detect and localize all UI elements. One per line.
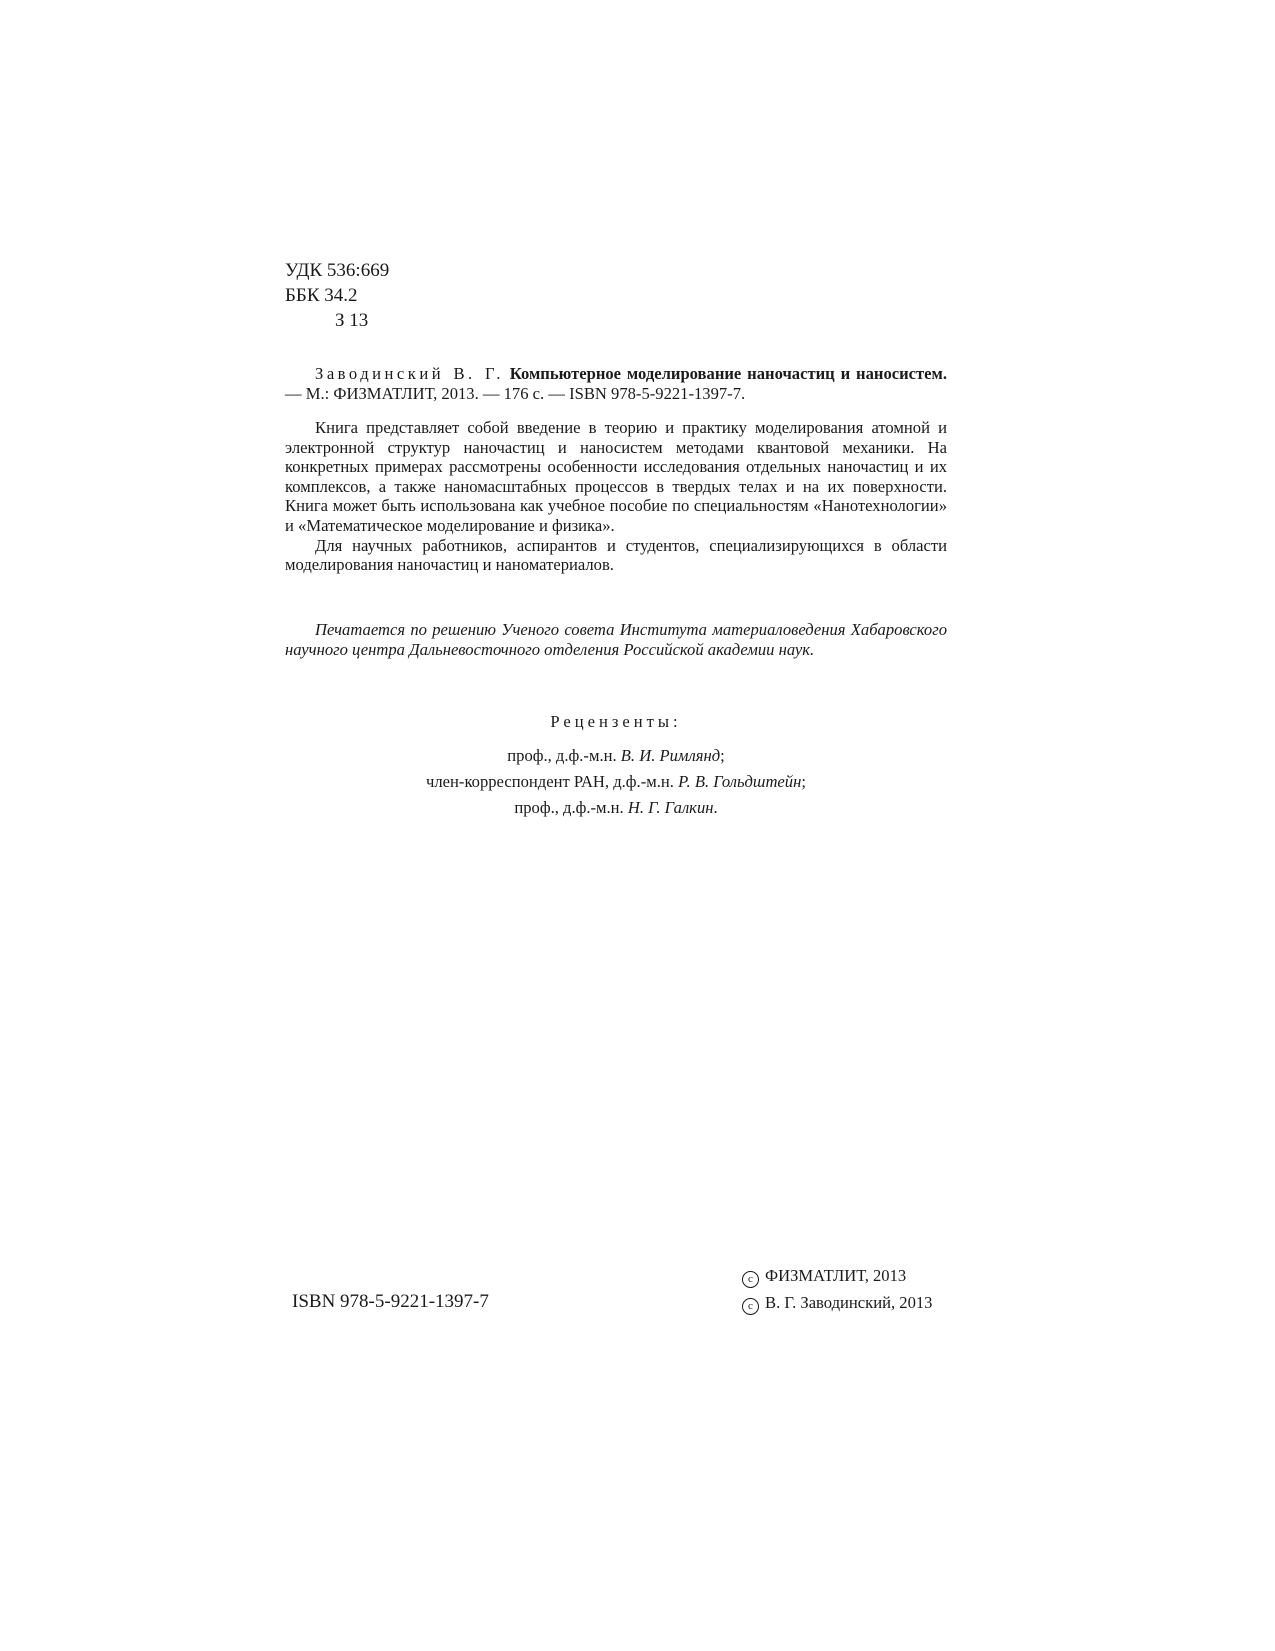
author-mark: З 13 [335,310,369,331]
copyright-notices [742,1262,932,1316]
reviewer-line: член-корреспондент РАН, д.ф.-м.н. Р. В. Гольдштейн; [426,772,806,791]
publication-approval: Печатается по решению Ученого совета Института материаловедения Хабаровского научного центра Дальневосточного отделения Российской академии наук. [285,620,947,659]
annotation-audience: Для научных работников, аспирантов и студентов, специализирующихся в области моделирования наночастиц и наноматериалов. [285,535,947,575]
reviewer-name: В. И. Римлянд [620,746,721,765]
bibliographic-citation [285,364,947,403]
citation-details: — М.: ФИЗМАТЛИТ, 2013. — 176 с. — ISBN 978-5-9221-1397-7. [285,383,746,403]
citation-title: Компьютерное моделирование наночастиц и наносистем. [509,364,947,383]
reviewer-name: Н. Г. Галкин [627,798,714,817]
annotation-paragraph: Книга представляет собой введение в теорию и практику моделирования атомной и электронной структур наночастиц и наносистем методами квантовой механики. На конкретных примерах рассмотрены особенности исследования отдельных наночастиц и их комплексов, а также наномасштабных процессов в твердых телах и на их поверхности. Книга может быть использована как учебное пособие по специальностям «Нанотехнологии» и «Математическое моделирование и физика». [285,418,947,535]
annotation [285,418,947,575]
reviewer-line: проф., д.ф.-м.н. Н. Г. Галкин. [514,798,718,817]
copyright-line: c В. Г. Заводинский, 2013 [742,1289,932,1316]
isbn: ISBN 978-5-9221-1397-7 [292,1291,489,1312]
udk-code: УДК 536:669 [285,260,390,281]
copyright-line: c ФИЗМАТЛИТ, 2013 [742,1262,932,1289]
citation-author: Заводинский В. Г. [315,364,504,383]
classification-codes [285,258,389,333]
copyright-icon: c [742,1271,759,1288]
bbk-code: ББК 34.2 [285,285,358,306]
reviewers-heading: Рецензенты: [550,712,682,731]
copyright-icon: c [742,1298,759,1315]
reviewers-block [285,711,947,821]
reviewer-name: Р. В. Гольдштейн [678,772,802,791]
reviewer-line: проф., д.ф.-м.н. В. И. Римлянд; [507,746,725,765]
